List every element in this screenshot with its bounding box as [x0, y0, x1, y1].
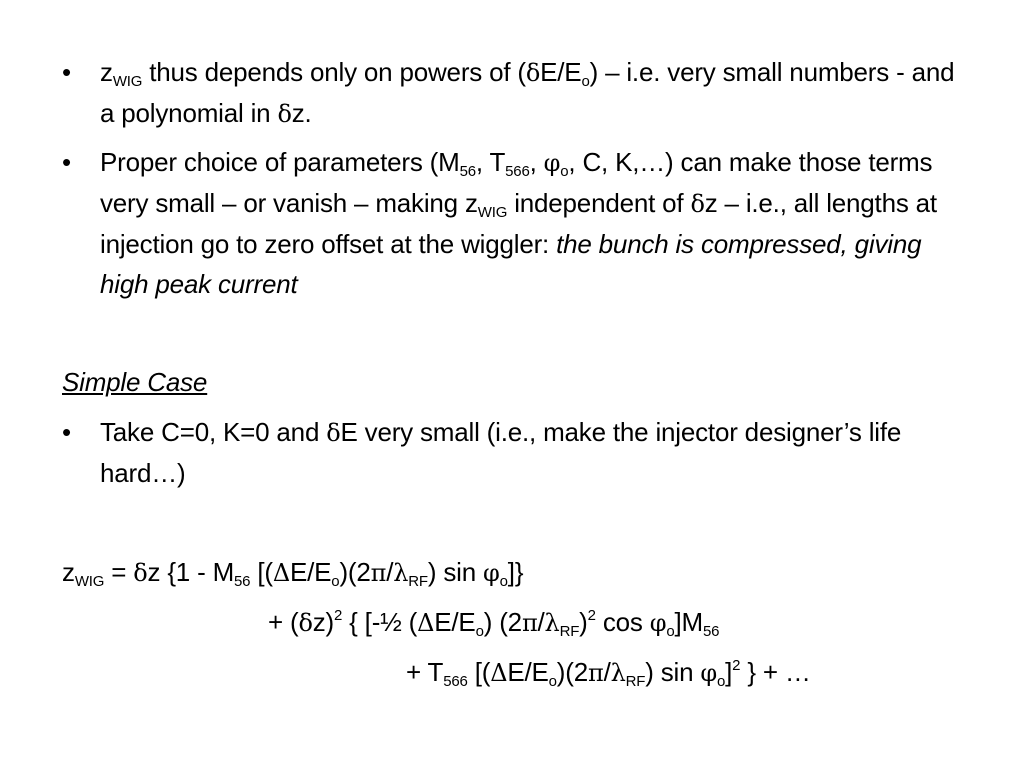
lambda-symbol: λ: [610, 659, 626, 687]
bullet-item-3: [62, 412, 962, 493]
eq-text: ): [579, 607, 588, 637]
delta-symbol: δ: [525, 59, 541, 87]
eq-text: cos: [595, 607, 650, 637]
phi-symbol: φ: [649, 609, 667, 637]
z-symbol: z: [100, 57, 113, 87]
delta-symbol: δ: [298, 609, 313, 637]
eq-text: [(: [250, 557, 273, 587]
eq-text: z {1 - M: [147, 557, 235, 587]
o-subscript: o: [716, 673, 726, 690]
56-subscript: 56: [234, 573, 251, 590]
bullet-text: ) – i.e. very small numbers - and a polynomial in: [100, 57, 955, 128]
bullet-item-2: [62, 142, 962, 304]
eq-text: ]: [725, 657, 733, 687]
lambda-symbol: λ: [393, 559, 409, 587]
z-symbol: z: [62, 557, 75, 587]
o-subscript: o: [581, 73, 590, 90]
rf-subscript: RF: [559, 623, 580, 640]
capital-delta-symbol: Δ: [417, 609, 435, 637]
equation-line-2: [268, 602, 719, 643]
56-subscript: 56: [702, 623, 720, 640]
eq-text: )(2: [339, 557, 371, 587]
bullet-text: thus depends only on powers of (: [142, 57, 526, 87]
eq-text: )(2: [556, 657, 588, 687]
pi-symbol: π: [521, 609, 538, 637]
square-superscript: 2: [587, 607, 596, 624]
bullet-item-1: [62, 52, 962, 134]
bullet-text: z.: [291, 98, 312, 128]
eq-text: /: [603, 657, 611, 687]
phi-symbol: φ: [483, 559, 500, 587]
eq-text: =: [104, 557, 134, 587]
eq-text: z): [312, 607, 334, 637]
eq-text: } + …: [740, 657, 811, 687]
o-subscript: o: [499, 573, 508, 590]
pi-symbol: π: [370, 559, 387, 587]
566-subscript: 566: [505, 163, 530, 180]
eq-text: + T: [406, 657, 444, 687]
o-subscript: o: [548, 673, 557, 690]
bullet-marker: •: [62, 57, 71, 87]
eq-text: E/E: [507, 657, 549, 687]
eq-text: /: [537, 607, 545, 637]
phi-symbol: φ: [700, 659, 717, 687]
bullet-marker: •: [62, 417, 71, 447]
o-subscript: o: [666, 623, 675, 640]
eq-text: ) sin: [427, 557, 484, 587]
square-superscript: 2: [732, 657, 741, 674]
rf-subscript: RF: [408, 573, 428, 590]
eq-text: E/E: [434, 607, 476, 637]
rf-subscript: RF: [625, 673, 646, 690]
eq-text: /: [386, 557, 394, 587]
bullet-text: E very small (i.e., make the injector designer’s life hard…): [100, 417, 902, 488]
bullet-text: , C, K,…) can make those terms very small – or vanish – making z: [100, 147, 933, 218]
wig-subscript: WIG: [477, 204, 508, 221]
delta-symbol: δ: [133, 559, 148, 587]
wig-subscript: WIG: [112, 73, 143, 90]
o-subscript: o: [475, 623, 484, 640]
eq-text: E/E: [289, 557, 332, 587]
bullet-text: ,: [529, 147, 544, 177]
capital-delta-symbol: Δ: [272, 559, 290, 587]
bullet-text: , T: [475, 147, 506, 177]
eq-text: ) sin: [645, 657, 701, 687]
eq-text: { [-½ (: [342, 607, 418, 637]
56-subscript: 56: [459, 163, 476, 180]
bullet-text: Take C=0, K=0 and: [100, 417, 327, 447]
566-subscript: 566: [443, 673, 468, 690]
delta-symbol: δ: [690, 190, 705, 218]
eq-text: + (: [268, 607, 299, 637]
delta-symbol: δ: [326, 419, 341, 447]
capital-delta-symbol: Δ: [490, 659, 508, 687]
lambda-symbol: λ: [544, 609, 560, 637]
eq-text: ) (2: [483, 607, 522, 637]
eq-text: ]M: [674, 607, 703, 637]
section-heading: [62, 362, 207, 402]
o-subscript: o: [560, 163, 569, 180]
bullet-marker: •: [62, 147, 71, 177]
bullet-text: z – i.e., all lengths at injection go to zero offset at the wiggler:: [100, 188, 937, 259]
phi-symbol: φ: [543, 149, 561, 177]
bullet-text: independent of: [507, 188, 691, 218]
heading-text: Simple Case: [62, 367, 208, 397]
bullet-text: E/E: [540, 57, 582, 87]
italic-emphasis: the bunch is compressed, giving high peak current: [100, 229, 922, 299]
pi-symbol: π: [587, 659, 604, 687]
equation-line-3: [406, 652, 811, 693]
eq-text: ]}: [507, 557, 524, 587]
eq-text: [(: [467, 657, 491, 687]
square-superscript: 2: [333, 607, 343, 624]
delta-symbol: δ: [277, 100, 292, 128]
equation-line-1: [62, 552, 523, 593]
wig-subscript: WIG: [74, 573, 105, 590]
bullet-text: Proper choice of parameters (M: [100, 147, 460, 177]
o-subscript: o: [331, 573, 340, 590]
